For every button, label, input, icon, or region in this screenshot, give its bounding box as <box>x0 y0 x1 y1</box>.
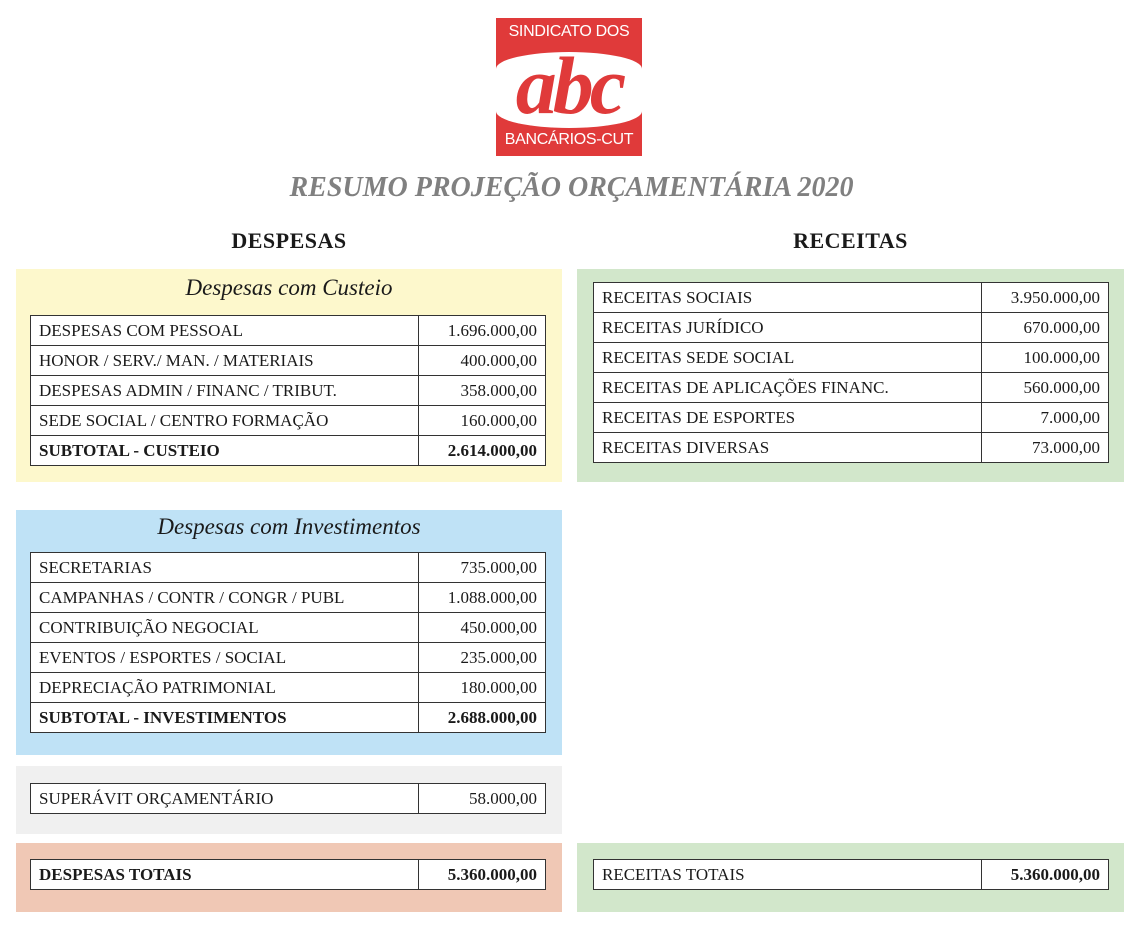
table-row <box>31 553 546 583</box>
superavit-value: 58.000,00 <box>419 784 546 814</box>
despesas-totais-panel <box>16 843 562 912</box>
custeio-panel <box>16 269 562 482</box>
receitas-totais-value: 5.360.000,00 <box>982 860 1109 890</box>
row-label: HONOR / SERV./ MAN. / MATERIAIS <box>31 346 419 376</box>
receitas-heading: RECEITAS <box>793 228 908 253</box>
table-row <box>594 283 1109 313</box>
row-value: 100.000,00 <box>982 343 1109 373</box>
table-row <box>594 373 1109 403</box>
row-value: 180.000,00 <box>419 673 546 703</box>
investimentos-table <box>30 552 546 733</box>
table-row <box>594 860 1109 890</box>
row-value: 235.000,00 <box>419 643 546 673</box>
row-value: 1.088.000,00 <box>419 583 546 613</box>
row-label: RECEITAS DIVERSAS <box>594 433 982 463</box>
receitas-totais-label: RECEITAS TOTAIS <box>594 860 982 890</box>
despesas-totais-value: 5.360.000,00 <box>419 860 546 890</box>
table-row <box>31 643 546 673</box>
row-label: DESPESAS COM PESSOAL <box>31 316 419 346</box>
receitas-totais-table <box>593 859 1109 890</box>
row-value: 1.696.000,00 <box>419 316 546 346</box>
table-row <box>594 343 1109 373</box>
despesas-totais-label: DESPESAS TOTAIS <box>31 860 419 890</box>
table-row <box>31 406 546 436</box>
logo-main-text: abc <box>515 40 623 131</box>
logo-top-text: SINDICATO DOS <box>508 23 630 40</box>
receitas-panel <box>577 269 1124 482</box>
row-label: RECEITAS JURÍDICO <box>594 313 982 343</box>
row-label: RECEITAS SOCIAIS <box>594 283 982 313</box>
table-row <box>31 613 546 643</box>
table-row <box>31 316 546 346</box>
row-value: 160.000,00 <box>419 406 546 436</box>
row-label: RECEITAS DE APLICAÇÕES FINANC. <box>594 373 982 403</box>
table-row <box>31 673 546 703</box>
row-label: SECRETARIAS <box>31 553 419 583</box>
subtotal-row <box>31 703 546 733</box>
document-title: RESUMO PROJEÇÃO ORÇAMENTÁRIA 2020 <box>289 172 854 203</box>
receitas-totais-panel <box>577 843 1124 912</box>
row-value: 450.000,00 <box>419 613 546 643</box>
row-label: DEPRECIAÇÃO PATRIMONIAL <box>31 673 419 703</box>
row-value: 3.950.000,00 <box>982 283 1109 313</box>
despesas-heading: DESPESAS <box>231 228 347 253</box>
row-value: 560.000,00 <box>982 373 1109 403</box>
row-label: RECEITAS DE ESPORTES <box>594 403 982 433</box>
row-value: 400.000,00 <box>419 346 546 376</box>
table-row <box>594 433 1109 463</box>
subtotal-value: 2.614.000,00 <box>419 436 546 466</box>
custeio-table <box>30 315 546 466</box>
row-label: CAMPANHAS / CONTR / CONGR / PUBL <box>31 583 419 613</box>
sindicato-logo <box>496 18 642 156</box>
table-row <box>594 313 1109 343</box>
superavit-label: SUPERÁVIT ORÇAMENTÁRIO <box>31 784 419 814</box>
custeio-title: Despesas com Custeio <box>185 275 393 300</box>
table-row <box>31 784 546 814</box>
row-label: EVENTOS / ESPORTES / SOCIAL <box>31 643 419 673</box>
table-row <box>31 376 546 406</box>
row-label: DESPESAS ADMIN / FINANC / TRIBUT. <box>31 376 419 406</box>
row-value: 7.000,00 <box>982 403 1109 433</box>
investimentos-panel <box>16 510 562 755</box>
receitas-table <box>593 282 1109 463</box>
table-row <box>31 583 546 613</box>
despesas-totais-table <box>30 859 546 890</box>
superavit-table <box>30 783 546 814</box>
logo-bottom-text: BANCÁRIOS-CUT <box>504 131 634 148</box>
superavit-panel <box>16 766 562 834</box>
subtotal-label: SUBTOTAL - INVESTIMENTOS <box>31 703 419 733</box>
row-value: 73.000,00 <box>982 433 1109 463</box>
row-value: 358.000,00 <box>419 376 546 406</box>
row-label: RECEITAS SEDE SOCIAL <box>594 343 982 373</box>
subtotal-row <box>31 436 546 466</box>
row-label: CONTRIBUIÇÃO NEGOCIAL <box>31 613 419 643</box>
row-value: 670.000,00 <box>982 313 1109 343</box>
table-row <box>31 346 546 376</box>
investimentos-title: Despesas com Investimentos <box>157 514 421 539</box>
row-label: SEDE SOCIAL / CENTRO FORMAÇÃO <box>31 406 419 436</box>
subtotal-value: 2.688.000,00 <box>419 703 546 733</box>
subtotal-label: SUBTOTAL - CUSTEIO <box>31 436 419 466</box>
table-row <box>594 403 1109 433</box>
table-row <box>31 860 546 890</box>
row-value: 735.000,00 <box>419 553 546 583</box>
